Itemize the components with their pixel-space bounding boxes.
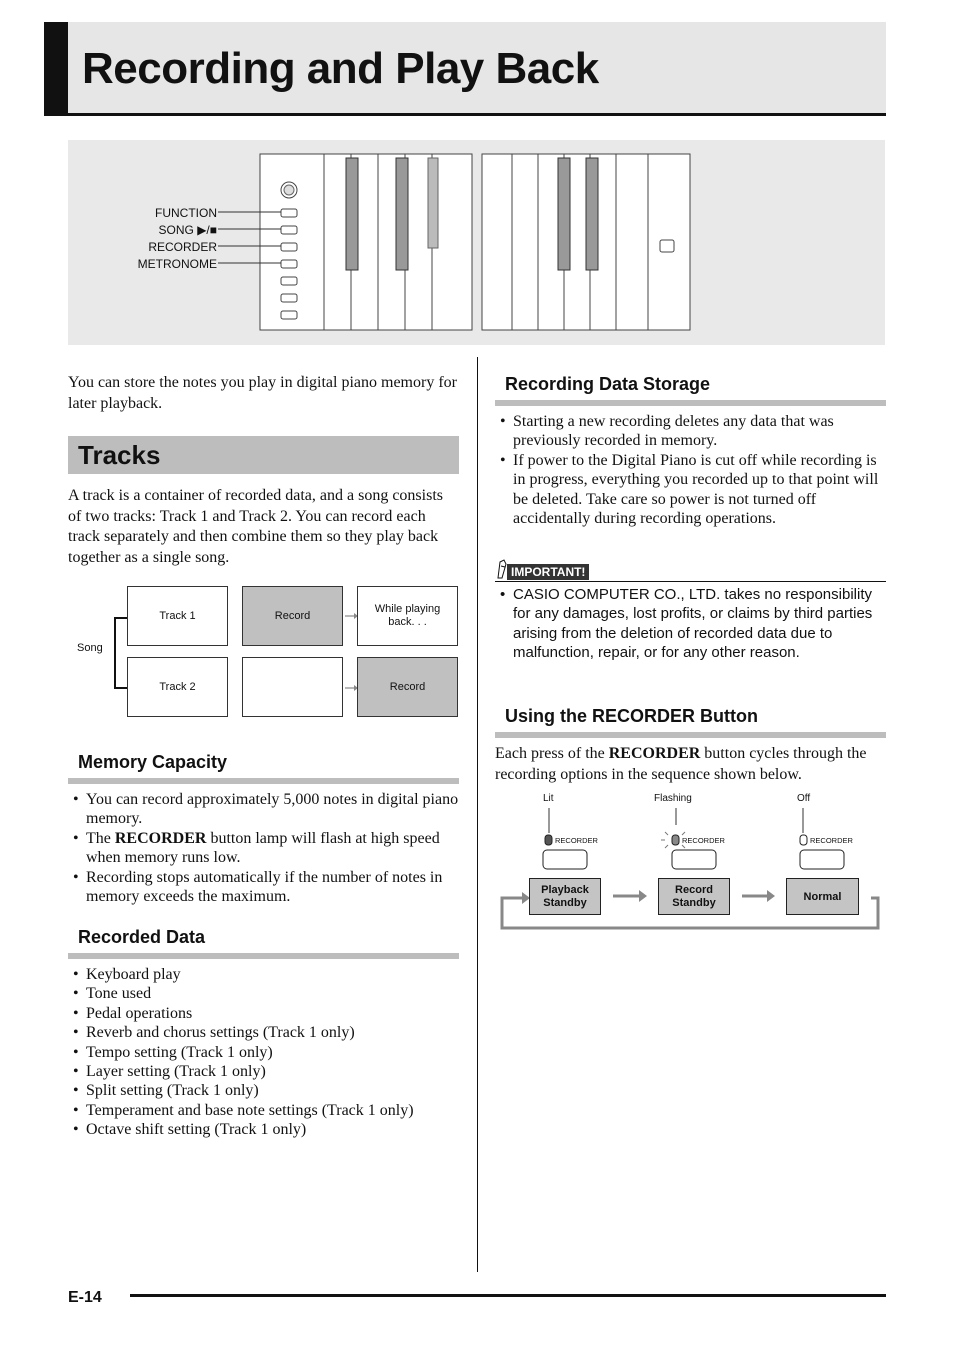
normal-box [786,878,859,915]
recorder-button-label: RECORDER [810,836,853,845]
important-header [495,558,886,582]
piano-panel-illustration [68,140,885,345]
off-label: Off [797,793,811,804]
record-standby-box [658,878,730,915]
list-item: • Tone used [68,984,459,1003]
playback-standby-label: Playback Standby [541,883,589,909]
tracks-heading: Tracks [68,436,459,474]
track2-empty-box [242,657,343,717]
footer-rule [130,1294,886,1297]
normal-label: Normal [803,890,842,903]
lit-label: Lit [543,793,554,804]
track1-label: Track 1 [159,610,196,622]
list-item: • Tempo setting (Track 1 only) [68,1043,459,1062]
record-label: Record [389,681,426,693]
track2-record-box [357,657,458,717]
recorder-button-section [495,706,886,785]
list-item: • Keyboard play [68,965,459,984]
list-item: • You can record approximately 5,000 notes in digital piano memory. [68,790,459,829]
storage-heading: Recording Data Storage [495,374,886,406]
list-item: • Split setting (Track 1 only) [68,1081,459,1100]
list-item: • Pedal operations [68,1004,459,1023]
important-tag: IMPORTANT! [507,564,589,580]
while-playing-box [357,586,458,646]
list-item: • Reverb and chorus settings (Track 1 only) [68,1023,459,1042]
while-playing-label: While playing back. . . [374,603,441,628]
playback-standby-box [529,878,601,915]
recorder-button-label: RECORDER [555,836,598,845]
recorded-data-section [68,927,459,1140]
record-label: Record [274,610,311,622]
track1-record-box [242,586,343,646]
record-standby-label: Record Standby [672,883,716,909]
list-item: • Temperament and base note settings (Track 1 only) [68,1101,459,1120]
recorder-button-heading: Using the RECORDER Button [495,706,886,738]
intro-text: You can store the notes you play in digital piano memory for later playback. [68,374,457,412]
recorded-data-heading: Recorded Data [68,927,459,959]
flashing-label: Flashing [654,793,692,804]
list-item: • Layer setting (Track 1 only) [68,1062,459,1081]
song-label: SONG ▶/■ [158,223,217,237]
memory-capacity-section [68,752,459,906]
function-label: FUNCTION [155,206,217,220]
list-item: • Octave shift setting (Track 1 only) [68,1120,459,1139]
metronome-label: METRONOME [137,257,217,271]
list-item: • CASIO COMPUTER CO., LTD. takes no responsibility for any damages, lost profits, or claims by third parties arising from the deletion of recorded data due to malfunction, repair, or for any other reason. [495,585,886,663]
song-label: Song [77,642,103,654]
recorder-label: RECORDER [148,240,217,254]
tracks-diagram [68,585,460,720]
header-accent-bar [44,22,68,113]
page-number: E-14 [68,1289,102,1306]
list-item: • If power to the Digital Piano is cut off while recording is in progress, everything you recorded up to that point will be deleted. Take care so power is not turned off accidentally during recording operations. [495,451,886,529]
recorder-button-text: Each press of the RECORDER button cycles through the recording options in the sequence shown below. [495,745,867,783]
page-header [44,22,886,116]
track2-label: Track 2 [159,681,196,693]
list-item: • Starting a new recording deletes any data that was previously recorded in memory. [495,412,886,451]
list-item: • The RECORDER button lamp will flash at high speed when memory runs low. [68,829,459,868]
memory-capacity-heading: Memory Capacity [68,752,459,784]
recorder-cycle-diagram [495,790,886,935]
storage-section [495,374,886,528]
recorder-button-label: RECORDER [682,836,725,845]
column-divider [477,357,478,1272]
track2-box [127,657,228,717]
track1-box [127,586,228,646]
list-item: • Recording stops automatically if the number of notes in memory exceeds the maximum. [68,868,459,907]
page-title: Recording and Play Back [82,44,599,93]
tracks-text: A track is a container of recorded data, and a song consists of two tracks: Track 1 and Track 2. You can record each track separately and then combine them so they play back together as a single song. [68,487,443,566]
important-list [495,585,886,663]
